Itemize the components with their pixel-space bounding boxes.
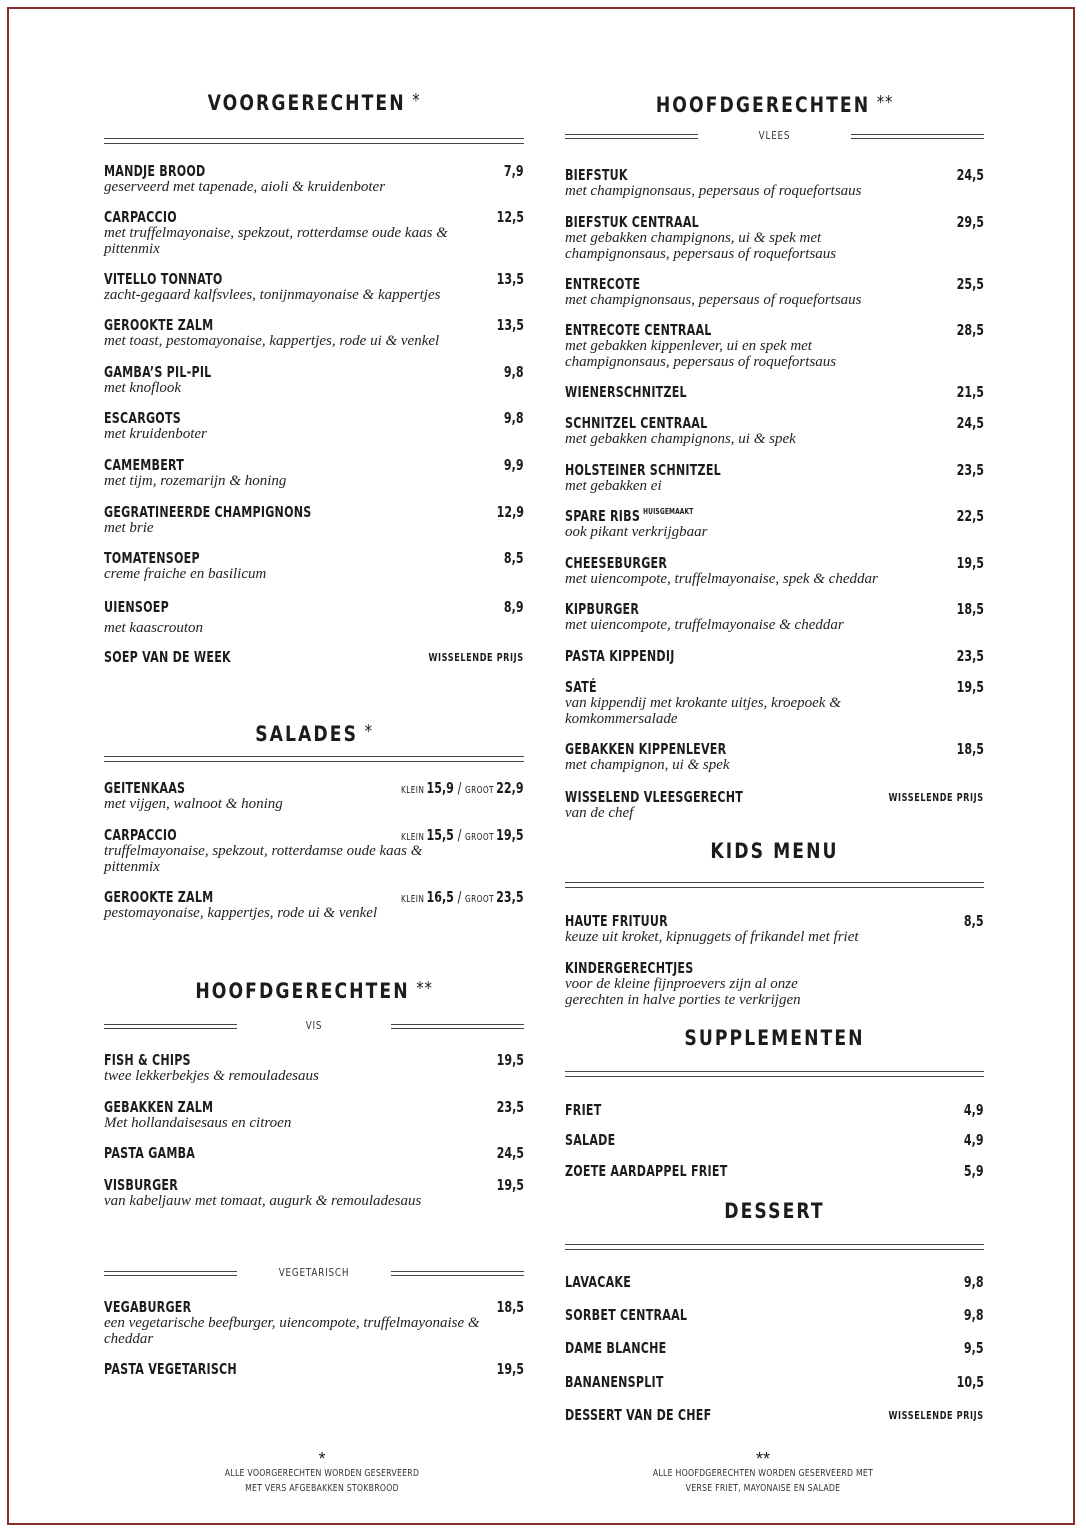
kids-menu-title: KIDS MENU bbox=[710, 839, 839, 863]
vis-divider: VIS bbox=[104, 1020, 524, 1034]
vlees-divider: VLEES bbox=[565, 130, 984, 144]
footnote-hoofdgerechten: ** ALLE HOOFDGERECHTEN WORDEN GESERVEERD MET VERSE FRIET, MAYONAISE EN SALADE bbox=[652, 1449, 874, 1494]
supplementen-title: SUPPLEMENTEN bbox=[684, 1026, 865, 1050]
hoofdgerechten-vis-title: HOOFDGERECHTEN ** bbox=[195, 978, 433, 1003]
voorgerechten-rule bbox=[104, 138, 524, 144]
kids-rule bbox=[565, 882, 984, 888]
vegetarisch-divider: VEGETARISCH bbox=[104, 1267, 524, 1281]
salades-rule bbox=[104, 756, 524, 762]
voorgerechten-title: VOORGERECHTEN * bbox=[207, 90, 421, 115]
salades-title: SALADES * bbox=[255, 721, 373, 746]
dessert-rule bbox=[565, 1244, 984, 1250]
supplementen-rule bbox=[565, 1071, 984, 1077]
hoofdgerechten-vlees-title: HOOFDGERECHTEN ** bbox=[655, 92, 894, 117]
dessert-title: DESSERT bbox=[724, 1199, 825, 1223]
footnote-voorgerechten: * ALLE VOORGERECHTEN WORDEN GESERVEERD MET VERS AFGEBAKKEN STOKBROOD bbox=[224, 1449, 420, 1494]
